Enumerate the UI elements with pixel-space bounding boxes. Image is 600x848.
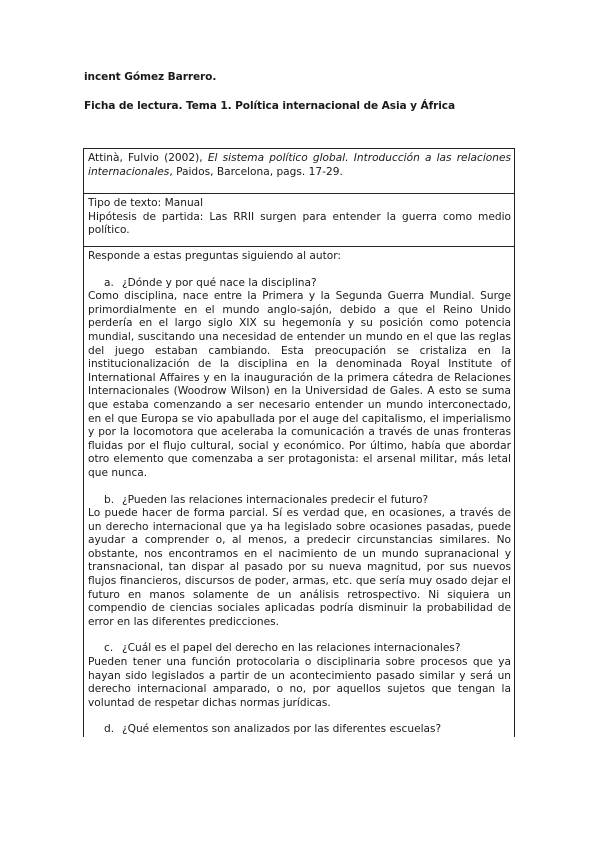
question-text: ¿Cuál es el papel del derecho en las relaciones internacionales? <box>122 642 461 655</box>
reading-card-table <box>83 148 515 737</box>
meta-cell <box>84 194 515 247</box>
document-title: Ficha de lectura. Tema 1. Política internacional de Asia y África <box>84 100 456 112</box>
question-a <box>88 277 511 291</box>
questions-intro: Responde a estas preguntas siguiendo al autor: <box>88 250 341 262</box>
question-letter: a. <box>104 276 114 289</box>
citation-row <box>84 149 515 194</box>
answer-a: Como disciplina, nace entre la Primera y la Segunda Guerra Mundial. Surge primordialmente en el mundo anglo-sajón, debido a que el Reino Unido perdería en el largo siglo XIX su hegemonía y su posición como potencia mundial, suscitando una necesidad de entender un mundo en el que las reglas del juego estaban cambiando. Esta preocupación se cristaliza en la institucionalización de la disciplina en la denominada Royal Institute of International Affaires y en la inauguración de la primera cátedra de Relaciones Internacionales (Woodrow Wilson) en la Universidad de Gales. A esto se suma que estaba comenzando a ser necesario entender un mundo interconectado, en el que Europa se vio apabullada por el auge del capitalismo, el imperialismo y por la locomotora que aceleraba la comunicación a través de unas fronteras fluidas por el flujo cultural, social y económico. Por último, había que abordar otro elemento que comenzaba a ser protagonista: el arsenal militar, más letal que nunca. <box>88 290 511 479</box>
question-text: ¿Dónde y por qué nace la disciplina? <box>122 276 317 289</box>
citation-publisher: , Paidos, Barcelona, pags. 17-29. <box>169 165 343 178</box>
question-letter: b. <box>104 493 115 506</box>
question-b <box>88 494 511 508</box>
answer-b: Lo puede hacer de forma parcial. Sí es verdad que, en ocasiones, a través de un derecho internacional que ya ha legislado sobre ocasiones pasadas, puede ayudar a comprender o, al menos, a predecir circunstancias similares. No obstante, nos encontramos en el nacimiento de un mundo supranacional y transnacional, tan dispar al pasado por su nueva magnitud, por sus nuevos flujos financieros, discursos de poder, armas, etc. que sería muy osado dejar el futuro en manos solamente de un análisis retrospectivo. Ni siquiera un compendio de ciencias sociales aplicadas podría disminuir la probabilidad de error en las diferentes predicciones. <box>88 507 511 628</box>
question-text: ¿Pueden las relaciones internacionales predecir el futuro? <box>122 493 429 506</box>
citation-cell <box>84 149 515 194</box>
questions-cell <box>84 247 515 738</box>
question-text: ¿Qué elementos son analizados por las diferentes escuelas? <box>122 723 442 736</box>
question-letter: d. <box>104 723 115 736</box>
questions-row <box>84 247 515 738</box>
answer-c: Pueden tener una función protocolaria o disciplinaria sobre procesos que ya hayan sido legislados a partir de un acontecimiento pasado similar y será un derecho internacional amparado, o no, por aquellos sujetos que tengan la voluntad de respetar dichas normas jurídicas. <box>88 656 511 709</box>
text-type: Tipo de texto: Manual <box>88 197 204 209</box>
question-d <box>88 723 511 737</box>
citation-author: Attinà, Fulvio (2002), <box>88 152 208 164</box>
question-letter: c. <box>104 642 114 655</box>
question-c <box>88 642 511 656</box>
hypothesis: Hipótesis de partida: Las RRII surgen para entender la guerra como medio político. <box>88 210 511 237</box>
meta-row <box>84 194 515 247</box>
citation-work-title: El sistema político global. Introducción a las relaciones internacionales <box>88 152 512 178</box>
author-name: incent Gómez Barrero. <box>84 71 217 83</box>
